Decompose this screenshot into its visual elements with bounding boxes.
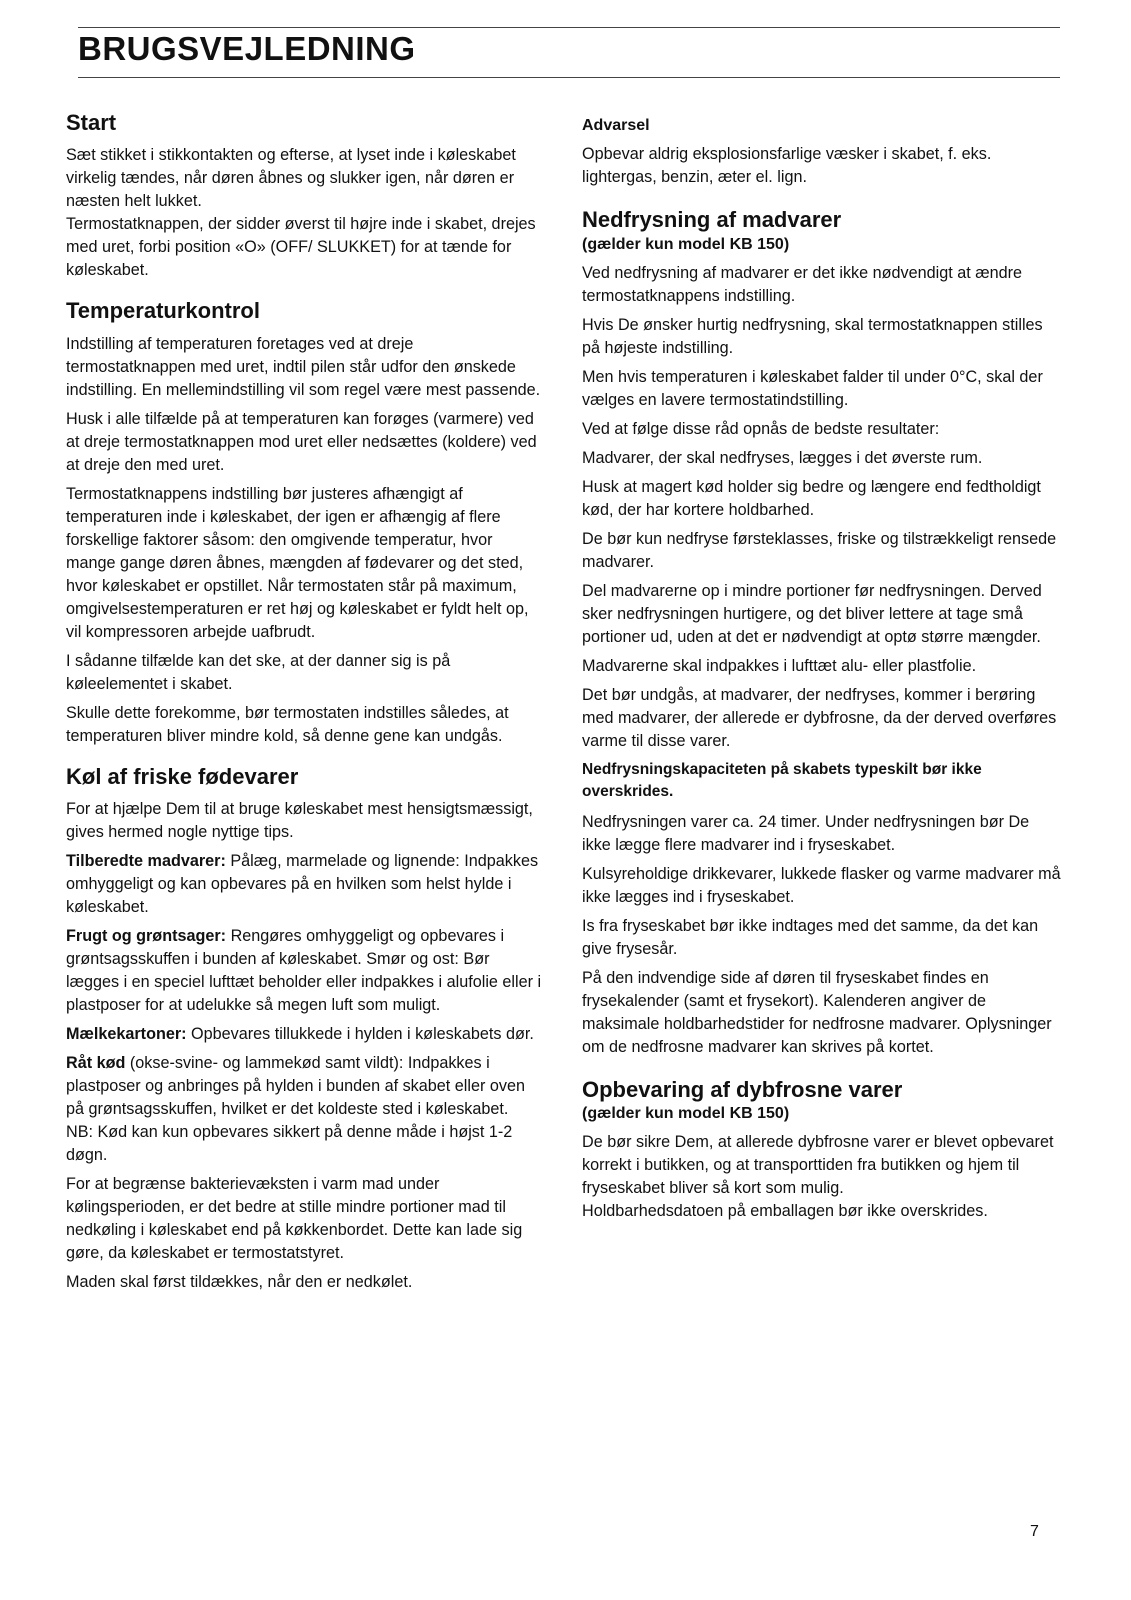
section-heading: Nedfrysning af madvarer bbox=[582, 207, 842, 233]
paragraph: Maden skal først tildækkes, når den er nedkølet. bbox=[66, 1273, 413, 1292]
term-text: Pålæg, marmelade og lignende: Indpakkes omhyggeligt og kan opbevares på en hvilken som helst hylde i køleskabet. bbox=[66, 852, 539, 917]
section-heading: Opbevaring af dybfrosne varer bbox=[582, 1076, 903, 1102]
term-text: (okse-svine- og lammekød samt vildt): Indpakkes i plastposer og anbringes på hylden i bunden af skabet eller oven på grøntsagsskuffen, hvilket er det koldeste sted i køleskabet. bbox=[66, 1054, 525, 1119]
paragraph: For at hjælpe Dem til at bruge køleskabet mest hensigtsmæssigt, gives hermed nogle nyttige tips. bbox=[66, 800, 533, 842]
paragraph: Is fra fryseskabet bør ikke indtages med det samme, da det kan give frysesår. bbox=[582, 916, 1039, 958]
paragraph: Det bør undgås, at madvarer, der nedfryses, kommer i berøring med madvarer, der allerede er dybfrosne, da der derved overføres varme til disse varer. bbox=[582, 685, 1057, 750]
paragraph: Husk i alle tilfælde på at temperaturen kan forøges (varmere) ved at dreje termostatknappen mod uret eller nedsættes (koldere) ved at dreje den med uret. bbox=[66, 409, 537, 474]
paragraph: Holdbarhedsdatoen på emballagen bør ikke overskrides. bbox=[582, 1201, 988, 1220]
section-frozen-storage bbox=[582, 1077, 1062, 1223]
paragraph: For at begrænse bakterievæksten i varm mad under kølingsperioden, er det bedre at stille mindre portioner mad til nedkøling i køleskabet end på køkkenbordet. Dette kan lade sig gøre, da køleskabet er termostatstyret. bbox=[66, 1175, 523, 1263]
section-subheading: (gælder kun model KB 150) bbox=[582, 235, 790, 253]
term-text: Rengøres omhyggeligt og opbevares i grøntsagsskuffen i bunden af køleskabet. Smør og ost: Bør lægges i en speciel lufttæt beholder eller indpakkes i alufolie eller i plastposer for at udelukke så megen luft som muligt. bbox=[66, 927, 542, 1015]
page-number: 7 bbox=[1030, 1523, 1039, 1540]
paragraph: I sådanne tilfælde kan det ske, at der danner sig is på køleelementet i skabet. bbox=[66, 651, 451, 693]
paragraph: Kulsyreholdige drikkevarer, lukkede flasker og varme madvarer må ikke lægges ind i fryseskabet. bbox=[582, 864, 1061, 906]
term-text: Opbevares tillukkede i hylden i køleskabets dør. bbox=[186, 1025, 534, 1044]
paragraph: Ved nedfrysning af madvarer er det ikke nødvendigt at ændre termostatknappens indstilling. bbox=[582, 263, 1023, 305]
section-heading: Advarsel bbox=[582, 117, 650, 134]
term-label: Råt kød bbox=[66, 1054, 126, 1073]
paragraph: De bør kun nedfryse førsteklasses, friske og tilstrækkeligt rensede madvarer. bbox=[582, 529, 1057, 571]
paragraph bbox=[66, 1052, 544, 1121]
section-heading: Start bbox=[66, 110, 117, 135]
section-warning bbox=[582, 116, 1062, 189]
term-label: Mælkekartoner: bbox=[66, 1025, 187, 1044]
page-title: BRUGSVEJLEDNING bbox=[78, 30, 416, 67]
paragraph: På den indvendige side af døren til fryseskabet findes en frysekalender (samt et frysekort). Kalenderen angiver de maksimale holdbarhedstider for nedfrosne madvarer. Oplysninger om de nedfrosne madvarer kan skrives på kortet. bbox=[582, 968, 1052, 1056]
paragraph: De bør sikre Dem, at allerede dybfrosne varer er blevet opbevaret korrekt i butikken, og at transporttiden fra butikken og hjem til fryseskabet bliver så kort som mulig. bbox=[582, 1132, 1054, 1197]
right-column bbox=[582, 110, 1062, 1229]
paragraph: Termostatknappens indstilling bør justeres afhængigt af temperaturen inde i køleskabet, der igen er afhængig af flere forskellige faktorer såsom: den omgivende temperatur, hvor mange gange døren åbnes, mængden af fødevarer og det sted, hvor køleskabet er opstillet. Når termostaten står på maximum, omgivelsestemperaturen er ret høj og køleskabet er fyldt helt op, vil kompressoren arbejde uafbrudt. bbox=[66, 484, 529, 641]
paragraph: Opbevar aldrig eksplosionsfarlige væsker i skabet, f. eks. lightergas, benzin, æter el. lign. bbox=[582, 145, 992, 187]
term-label: Tilberedte madvarer: bbox=[66, 852, 226, 871]
term-label: Frugt og grøntsager: bbox=[66, 927, 227, 946]
paragraph: Madvarerne skal indpakkes i lufttæt alu- eller plastfolie. bbox=[582, 656, 977, 675]
paragraph: Hvis De ønsker hurtig nedfrysning, skal termostatknappen stilles på højeste indstilling. bbox=[582, 315, 1043, 357]
section-heading: Temperaturkontrol bbox=[66, 298, 260, 324]
section-freezing bbox=[582, 207, 1062, 1058]
paragraph: Indstilling af temperaturen foretages ved at dreje termostatknappen med uret, indtil pilen står udfor den ønskede indstilling. En mellemindstilling vil som regel være mest passende. bbox=[66, 334, 541, 399]
paragraph: Del madvarerne op i mindre portioner før nedfrysningen. Derved sker nedfrysningen hurtigere, og det bliver lettere at tage små portioner ud, uden at det er nødvendigt at optø større mængder. bbox=[582, 581, 1042, 646]
section-fresh-food bbox=[66, 764, 544, 1294]
paragraph: Madvarer, der skal nedfryses, lægges i det øverste rum. bbox=[582, 448, 983, 467]
paragraph bbox=[66, 925, 544, 1017]
header-rule-top bbox=[78, 27, 1060, 28]
section-heading: Køl af friske fødevarer bbox=[66, 763, 299, 789]
paragraph: Men hvis temperaturen i køleskabet falder til under 0°C, skal der vælges en lavere termostatindstilling. bbox=[582, 367, 1043, 409]
paragraph bbox=[66, 1023, 544, 1046]
section-subheading: (gælder kun model KB 150) bbox=[582, 1104, 790, 1122]
header-rule-bottom bbox=[78, 77, 1060, 78]
section-temperature-control bbox=[66, 298, 544, 747]
paragraph: Sæt stikket i stikkontakten og efterse, at lyset inde i køleskabet virkelig tændes, når døren åbnes og slukker igen, når døren er næsten helt lukket. bbox=[66, 146, 516, 211]
section-start bbox=[66, 110, 544, 282]
paragraph bbox=[66, 850, 544, 919]
paragraph: Skulle dette forekomme, bør termostaten indstilles således, at temperaturen bliver mindre kold, så denne gene kan undgås. bbox=[66, 703, 509, 745]
capacity-notice: Nedfrysningskapaciteten på skabets typeskilt bør ikke overskrides. bbox=[582, 760, 982, 800]
paragraph: Ved at følge disse råd opnås de bedste resultater: bbox=[582, 419, 940, 438]
left-column bbox=[66, 110, 544, 1300]
paragraph: Husk at magert kød holder sig bedre og længere end fedtholdigt kød, der har kortere holdbarhed. bbox=[582, 477, 1041, 519]
paragraph: NB: Kød kan kun opbevares sikkert på denne måde i højst 1-2 døgn. bbox=[66, 1123, 513, 1165]
paragraph: Termostatknappen, der sidder øverst til højre inde i skabet, drejes med uret, forbi position «O» (OFF/ SLUKKET) for at tænde for køleskabet. bbox=[66, 215, 536, 280]
paragraph: Nedfrysningen varer ca. 24 timer. Under nedfrysningen bør De ikke lægge flere madvarer ind i fryseskabet. bbox=[582, 812, 1030, 854]
